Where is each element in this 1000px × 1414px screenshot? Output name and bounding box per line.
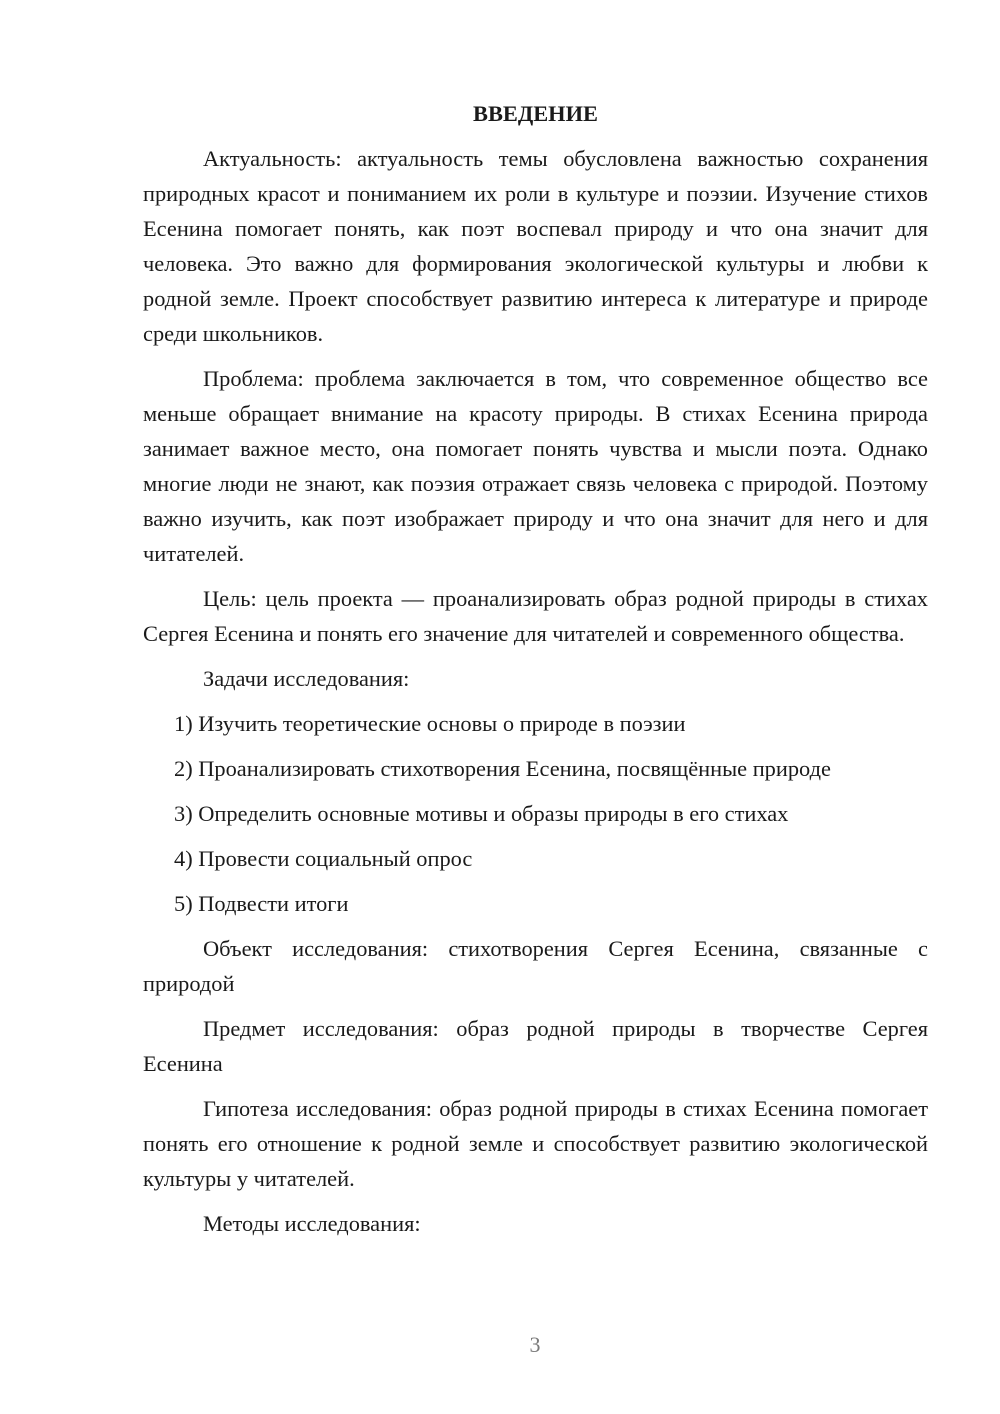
paragraph-relevance: Актуальность: актуальность темы обусловлена важностью сохранения природных красот и пониманием их роли в культуре и поэзии. Изучение стихов Есенина помогает понять, как поэт воспевал природу и что она значит для человека. Это важно для формирования экологической культуры и любви к родной земле. Проект способствует развитию интереса к литературе и природе среди школьников. [143,146,928,346]
paragraph-object: Объект исследования: стихотворения Сергея Есенина, связанные с природой [143,936,928,996]
page-number: 3 [529,1332,541,1357]
document-page [143,96,928,1251]
list-item: 2) Проанализировать стихотворения Есенина, посвящённые природе [174,756,831,781]
paragraph-goal: Цель: цель проекта — проанализировать образ родной природы в стихах Сергея Есенина и понять его значение для читателей и современного общества. [143,586,928,646]
list-item: 5) Подвести итоги [174,891,349,916]
section-heading: ВВЕДЕНИЕ [473,101,598,126]
list-item: 1) Изучить теоретические основы о природе в поэзии [174,711,686,736]
paragraph-subject: Предмет исследования: образ родной природы в творчестве Сергея Есенина [143,1016,928,1076]
tasks-list [143,706,928,921]
list-item: 4) Провести социальный опрос [174,846,473,871]
tasks-title: Задачи исследования: [203,666,410,691]
list-item: 3) Определить основные мотивы и образы природы в его стихах [174,801,789,826]
paragraph-problem: Проблема: проблема заключается в том, что современное общество все меньше обращает внимание на красоту природы. В стихах Есенина природа занимает важное место, она помогает понять чувства и мысли поэта. Однако многие люди не знают, как поэзия отражает связь человека с природой. Поэтому важно изучить, как поэт изображает природу и что она значит для него и для читателей. [143,366,928,566]
methods-title: Методы исследования: [203,1211,421,1236]
paragraph-hypothesis: Гипотеза исследования: образ родной природы в стихах Есенина помогает понять его отношение к родной земле и способствует развитию экологической культуры у читателей. [143,1096,928,1191]
